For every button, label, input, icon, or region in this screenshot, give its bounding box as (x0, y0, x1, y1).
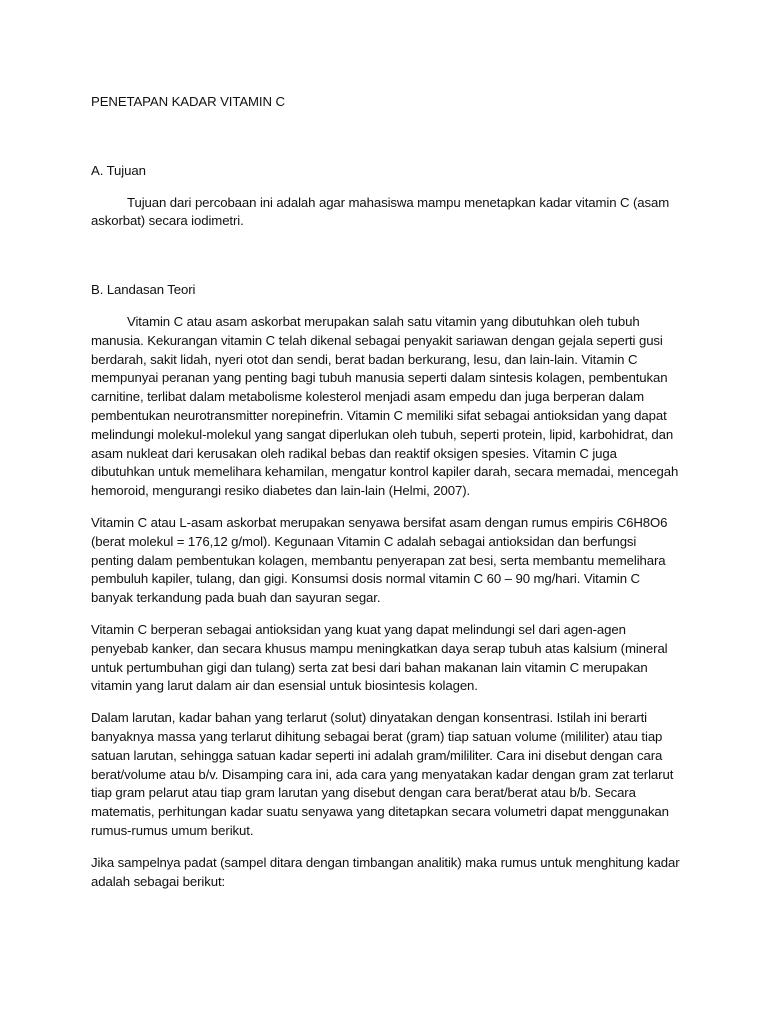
section-heading-tujuan: A. Tujuan (91, 162, 146, 178)
paragraph-sampel-padat: Jika sampelnya padat (sampel ditara dengan timbangan analitik) maka rumus untuk menghitung kadar adalah sebagai berikut: (91, 854, 680, 889)
paragraph-antioksidan: Vitamin C berperan sebagai antioksidan yang kuat yang dapat melindungi sel dari agen-agen penyebab kanker, dan secara khusus mampu meningkatkan daya serap tubuh atas kalsium (mineral untuk pertumbuhan gigi dan tulang) serta zat besi dari bahan makanan lain vitamin C merupakan vitamin yang larut dalam air dan esensial untuk biosintesis kolagen. (91, 621, 668, 694)
paragraph-vitamin-c-intro: Vitamin C atau asam askorbat merupakan salah satu vitamin yang dibutuhkan oleh tubuh manusia. Kekurangan vitamin C telah dikenal sebagai penyakit sariawan dengan gejala seperti gusi berdarah, sakit lidah, nyeri otot dan sendi, berat badan berkurang, lesu, dan lain-lain. Vitamin C mempunyai peranan yang penting bagi tubuh manusia seperti dalam sintesis kolagen, pembentukan carnitine, terlibat dalam metabolisme kolesterol menjadi asam empedu dan juga berperan dalam pembentukan neurotransmitter norepinefrin. Vitamin C memiliki sifat sebagai antioksidan yang dapat melindungi molekul-molekul yang sangat diperlukan oleh tubuh, seperti protein, lipid, karbohidrat, dan asam nukleat dari kerusakan oleh radikal bebas dan reaktif oksigen spesies. Vitamin C juga dibutuhkan untuk memelihara kehamilan, mengatur kontrol kapiler darah, secara memadai, mencegah hemoroid, mengurangi resiko diabetes dan lain-lain (Helmi, 2007). (91, 313, 679, 499)
paragraph-asam-askorbat: Vitamin C atau L-asam askorbat merupakan senyawa bersifat asam dengan rumus empiris C6H8O6 (berat molekul = 176,12 g/mol). Kegunaan Vitamin C adalah sebagai antioksidan dan berfungsi penting dalam pembentukan kolagen, membantu penyerapan zat besi, serta membantu memelihara pembuluh kapiler, tulang, dan gigi. Konsumsi dosis normal vitamin C 60 – 90 mg/hari. Vitamin C banyak terkandung pada buah dan sayuran segar. (91, 514, 668, 606)
document-page (91, 93, 681, 904)
paragraph-konsentrasi: Dalam larutan, kadar bahan yang terlarut (solut) dinyatakan dengan konsentrasi. Istilah ini berarti banyaknya massa yang terlarut dihitung sebagai berat (gram) tiap satuan volume (mililiter) atau tiap satuan larutan, sehingga satuan kadar seperti ini adalah gram/mililiter. Cara ini disebut dengan cara berat/volume atau b/v. Disamping cara ini, ada cara yang menyatakan kadar dengan gram zat terlarut tiap gram pelarut atau tiap gram larutan yang disebut dengan cara berat/berat atau b/b. Secara matematis, perhitungan kadar suatu senyawa yang ditetapkan secara volumetri dapat menggunakan rumus-rumus umum berikut. (91, 710, 674, 838)
section-heading-landasan-teori: B. Landasan Teori (91, 282, 196, 298)
document-title: PENETAPAN KADAR VITAMIN C (91, 94, 285, 109)
paragraph-tujuan: Tujuan dari percobaan ini adalah agar mahasiswa mampu menetapkan kadar vitamin C (asam askorbat) secara iodimetri. (91, 194, 670, 229)
